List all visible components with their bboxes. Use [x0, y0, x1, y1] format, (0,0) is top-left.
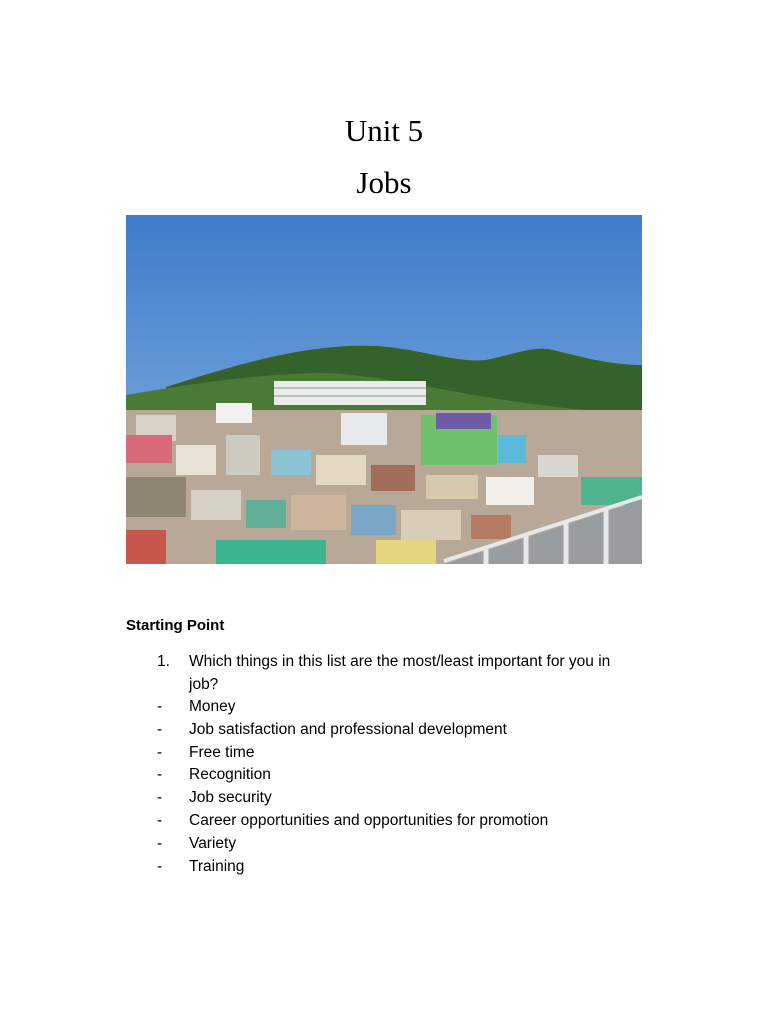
- question-item: [157, 651, 637, 697]
- bullet-dash: -: [157, 720, 163, 738]
- list-item: [157, 719, 548, 742]
- answer-options-list: [157, 696, 548, 878]
- bullet-dash: -: [157, 743, 163, 761]
- list-item: [157, 787, 548, 810]
- list-item-label: Job security: [189, 789, 272, 807]
- list-item-label: Money: [189, 698, 236, 715]
- list-item-label: Career opportunities and opportunities for promotion: [189, 811, 549, 829]
- bullet-dash: -: [157, 857, 163, 875]
- bullet-dash: -: [157, 766, 163, 784]
- bullet-dash: -: [157, 698, 163, 715]
- section-heading: Starting Point: [126, 617, 225, 634]
- bullet-dash: -: [157, 811, 163, 829]
- list-item-label: Training: [189, 857, 245, 875]
- bullet-dash: -: [157, 834, 163, 852]
- list-item-label: Recognition: [189, 766, 271, 784]
- list-item: [157, 810, 548, 833]
- list-item: [157, 696, 548, 719]
- list-item: [157, 742, 548, 765]
- hillside-village-photo: [126, 215, 642, 564]
- list-item-label: Variety: [189, 834, 237, 852]
- list-item: [157, 856, 548, 879]
- list-item: [157, 833, 548, 856]
- list-item: [157, 764, 548, 787]
- list-item-label: Job satisfaction and professional development: [189, 720, 507, 738]
- question-text: Which things in this list are the most/least important for you in job?: [189, 653, 611, 693]
- question-number: 1.: [157, 653, 170, 670]
- list-item-label: Free time: [189, 743, 255, 761]
- page-title: Jobs: [356, 165, 412, 200]
- unit-title: Unit 5: [344, 113, 424, 148]
- bullet-dash: -: [157, 789, 163, 807]
